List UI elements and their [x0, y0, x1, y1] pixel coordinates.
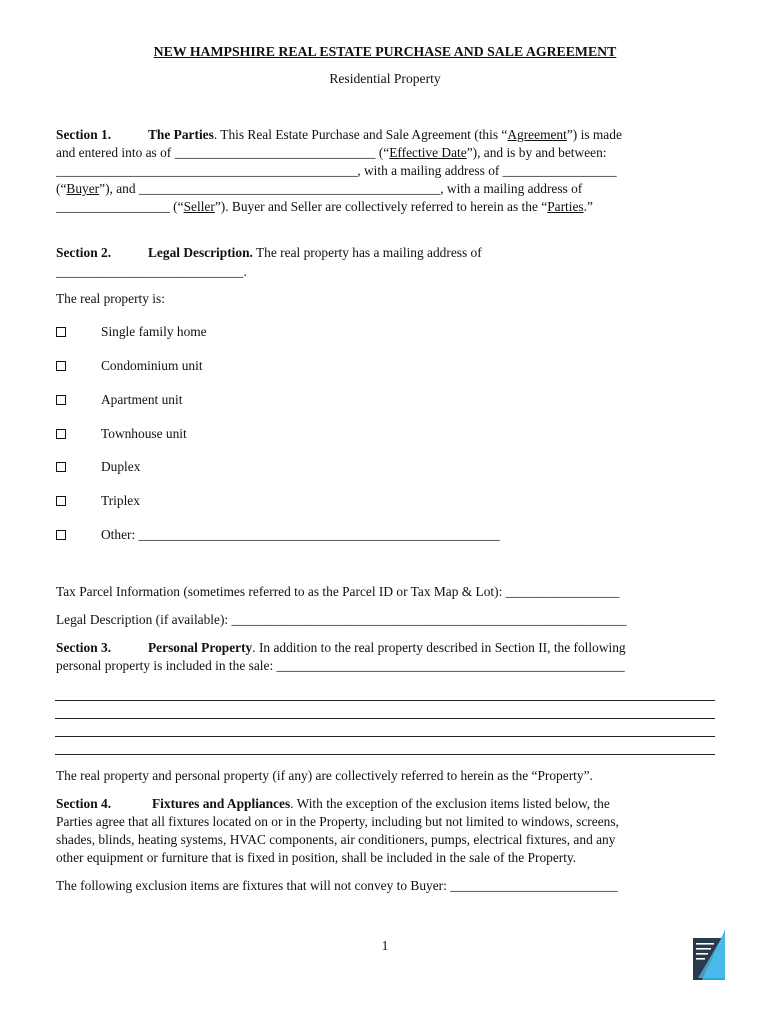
- term-buyer: Buyer: [66, 181, 100, 196]
- checkbox-condominium[interactable]: [56, 361, 66, 371]
- section-4-line-1: Section 4. Fixtures and Appliances. With the exception of the exclusion items listed below, the: [56, 796, 610, 811]
- option-single-family: Single family home: [101, 324, 207, 339]
- section-1-heading: The Parties: [148, 127, 214, 142]
- option-townhouse: Townhouse unit: [101, 426, 187, 441]
- checkbox-single-family[interactable]: [56, 327, 66, 337]
- section-3-label: Section 3.: [56, 640, 112, 655]
- blank-line-4: [55, 754, 715, 755]
- checkbox-duplex[interactable]: [56, 462, 66, 472]
- section-1-line-1: Section 1. The Parties. This Real Estate Purchase and Sale Agreement (this “Agreement”) is made: [56, 127, 622, 142]
- section-1-line-5: _________________ (“Seller”). Buyer and Seller are collectively referred to herein as the “Parties.”: [56, 199, 593, 214]
- section-1-label: Section 1.: [56, 127, 112, 142]
- option-apartment: Apartment unit: [101, 392, 183, 407]
- blank-line-3: [55, 736, 715, 737]
- section-2-line-1: Section 2. Legal Description. The real property has a mailing address of: [56, 245, 482, 260]
- section-1-line-2: and entered into as of ______________________________ (“Effective Date”), and is by and between:: [56, 145, 607, 160]
- checkbox-triplex[interactable]: [56, 496, 66, 506]
- term-seller: Seller: [183, 199, 215, 214]
- page-number: 1: [381, 938, 389, 953]
- section-4-line-2: Parties agree that all fixtures located on or in the Property, including but not limited to windows, screens,: [56, 814, 619, 829]
- section-3-line-2: personal property is included in the sale: ____________________________________________________: [56, 658, 625, 673]
- checkbox-other[interactable]: [56, 530, 66, 540]
- option-duplex: Duplex: [101, 459, 141, 474]
- option-triplex: Triplex: [101, 493, 140, 508]
- section-1-line-3: _____________________________________________, with a mailing address of _________________: [56, 163, 617, 178]
- property-definition: The real property and personal property (if any) are collectively referred to herein as the “Property”.: [56, 768, 593, 783]
- term-parties: Parties: [547, 199, 584, 214]
- checkbox-townhouse[interactable]: [56, 429, 66, 439]
- section-2-heading: Legal Description.: [148, 245, 253, 260]
- property-type-intro: The real property is:: [56, 291, 165, 306]
- section-4-line-3: shades, blinds, heating systems, HVAC components, air conditioners, pumps, electrical fixtures, and any: [56, 832, 616, 847]
- term-effective-date: Effective Date: [389, 145, 467, 160]
- exclusion-items: The following exclusion items are fixtures that will not convey to Buyer: _________________________: [56, 878, 618, 893]
- section-4-line-4: other equipment or furniture that is fixed in position, shall be included in the sale of the Property.: [56, 850, 577, 865]
- legal-description-field: Legal Description (if available): ___________________________________________________________: [56, 612, 627, 627]
- document-title: NEW HAMPSHIRE REAL ESTATE PURCHASE AND SALE AGREEMENT: [153, 44, 617, 59]
- section-4-label: Section 4.: [56, 796, 112, 811]
- document-logo-icon: [692, 930, 726, 984]
- section-3-heading: Personal Property: [148, 640, 253, 655]
- document-subtitle: Residential Property: [329, 71, 441, 86]
- term-agreement: Agreement: [507, 127, 567, 142]
- section-4-heading: Fixtures and Appliances: [152, 796, 291, 811]
- checkbox-apartment[interactable]: [56, 395, 66, 405]
- section-1-line-4: (“Buyer”), and _____________________________________________, with a mailing address of: [56, 181, 583, 196]
- blank-line-2: [55, 718, 715, 719]
- section-2-label: Section 2.: [56, 245, 112, 260]
- section-2-line-2: ____________________________.: [56, 264, 247, 279]
- tax-parcel-info: Tax Parcel Information (sometimes referred to as the Parcel ID or Tax Map & Lot): _________________: [56, 584, 620, 599]
- option-condominium: Condominium unit: [101, 358, 203, 373]
- option-other: Other: ______________________________________________________: [101, 527, 501, 542]
- section-3-line-1: Section 3. Personal Property. In addition to the real property described in Section II, the following: [56, 640, 626, 655]
- blank-line-1: [55, 700, 715, 701]
